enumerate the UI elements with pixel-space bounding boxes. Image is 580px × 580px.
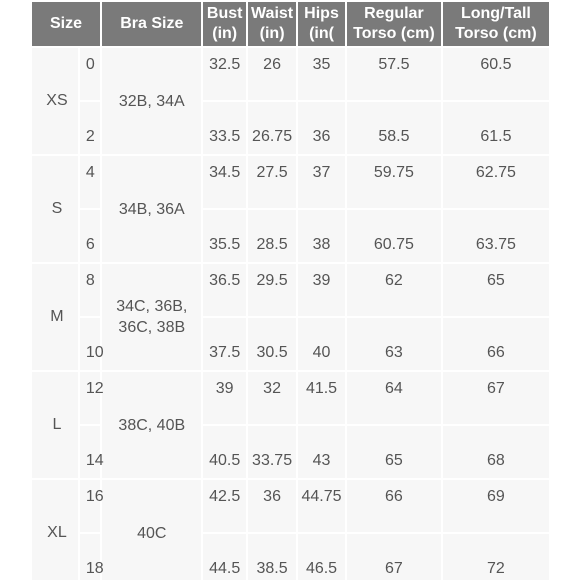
hips-value: 43 bbox=[298, 426, 345, 478]
hips-value: 41.5 bbox=[298, 372, 345, 424]
waist-value: 26 bbox=[248, 48, 296, 100]
regular-value: 66 bbox=[347, 480, 441, 532]
long-value: 66 bbox=[443, 318, 549, 370]
bust-value: 33.5 bbox=[203, 102, 246, 154]
header-row bbox=[32, 2, 549, 46]
size-number: 18 bbox=[80, 534, 100, 580]
long-value: 62.75 bbox=[443, 156, 549, 208]
table-row bbox=[32, 48, 549, 100]
hips-value: 39 bbox=[298, 264, 345, 316]
long-value: 60.5 bbox=[443, 48, 549, 100]
size-chart-body bbox=[32, 48, 549, 580]
bust-value: 44.5 bbox=[203, 534, 246, 580]
table-row bbox=[32, 372, 549, 424]
bust-value: 35.5 bbox=[203, 210, 246, 262]
regular-value: 65 bbox=[347, 426, 441, 478]
long-value: 65 bbox=[443, 264, 549, 316]
waist-value: 29.5 bbox=[248, 264, 296, 316]
waist-value: 28.5 bbox=[248, 210, 296, 262]
size-label: L bbox=[32, 372, 78, 478]
bust-value: 39 bbox=[203, 372, 246, 424]
long-value: 61.5 bbox=[443, 102, 549, 154]
table-row bbox=[32, 264, 549, 316]
size-number: 10 bbox=[80, 318, 100, 370]
size-number: 16 bbox=[80, 480, 100, 532]
hips-value: 46.5 bbox=[298, 534, 345, 580]
header-regular-torso: Regular Torso (cm) bbox=[347, 2, 441, 46]
header-bust: Bust (in) bbox=[203, 2, 246, 46]
size-label: XL bbox=[32, 480, 78, 580]
long-value: 69 bbox=[443, 480, 549, 532]
header-bra-size: Bra Size bbox=[102, 2, 201, 46]
bust-value: 42.5 bbox=[203, 480, 246, 532]
bra-size: 32B, 34A bbox=[102, 48, 201, 154]
bust-value: 37.5 bbox=[203, 318, 246, 370]
header-waist: Waist (in) bbox=[248, 2, 296, 46]
hips-value: 44.75 bbox=[298, 480, 345, 532]
bust-value: 40.5 bbox=[203, 426, 246, 478]
header-hips: Hips (in( bbox=[298, 2, 345, 46]
regular-value: 62 bbox=[347, 264, 441, 316]
bust-value: 36.5 bbox=[203, 264, 246, 316]
size-chart-container bbox=[30, 0, 551, 580]
long-value: 72 bbox=[443, 534, 549, 580]
regular-value: 59.75 bbox=[347, 156, 441, 208]
header-size: Size bbox=[32, 2, 100, 46]
size-label: XS bbox=[32, 48, 78, 154]
size-number: 0 bbox=[80, 48, 100, 100]
bra-size: 34B, 36A bbox=[102, 156, 201, 262]
long-value: 67 bbox=[443, 372, 549, 424]
size-number: 14 bbox=[80, 426, 100, 478]
hips-value: 38 bbox=[298, 210, 345, 262]
bust-value: 34.5 bbox=[203, 156, 246, 208]
size-number: 8 bbox=[80, 264, 100, 316]
table-row bbox=[32, 480, 549, 532]
regular-value: 67 bbox=[347, 534, 441, 580]
waist-value: 26.75 bbox=[248, 102, 296, 154]
size-number: 12 bbox=[80, 372, 100, 424]
hips-value: 36 bbox=[298, 102, 345, 154]
long-value: 68 bbox=[443, 426, 549, 478]
bra-size: 40C bbox=[102, 480, 201, 580]
waist-value: 27.5 bbox=[248, 156, 296, 208]
bra-size: 38C, 40B bbox=[102, 372, 201, 478]
regular-value: 58.5 bbox=[347, 102, 441, 154]
size-number: 4 bbox=[80, 156, 100, 208]
header-long-torso: Long/Tall Torso (cm) bbox=[443, 2, 549, 46]
waist-value: 32 bbox=[248, 372, 296, 424]
table-row bbox=[32, 156, 549, 208]
waist-value: 30.5 bbox=[248, 318, 296, 370]
waist-value: 33.75 bbox=[248, 426, 296, 478]
long-value: 63.75 bbox=[443, 210, 549, 262]
hips-value: 35 bbox=[298, 48, 345, 100]
size-number: 2 bbox=[80, 102, 100, 154]
size-chart-table bbox=[30, 0, 551, 580]
regular-value: 57.5 bbox=[347, 48, 441, 100]
regular-value: 63 bbox=[347, 318, 441, 370]
regular-value: 60.75 bbox=[347, 210, 441, 262]
waist-value: 36 bbox=[248, 480, 296, 532]
bust-value: 32.5 bbox=[203, 48, 246, 100]
bra-size: 34C, 36B, 36C, 38B bbox=[102, 264, 201, 370]
waist-value: 38.5 bbox=[248, 534, 296, 580]
hips-value: 37 bbox=[298, 156, 345, 208]
regular-value: 64 bbox=[347, 372, 441, 424]
size-label: M bbox=[32, 264, 78, 370]
hips-value: 40 bbox=[298, 318, 345, 370]
size-label: S bbox=[32, 156, 78, 262]
size-number: 6 bbox=[80, 210, 100, 262]
